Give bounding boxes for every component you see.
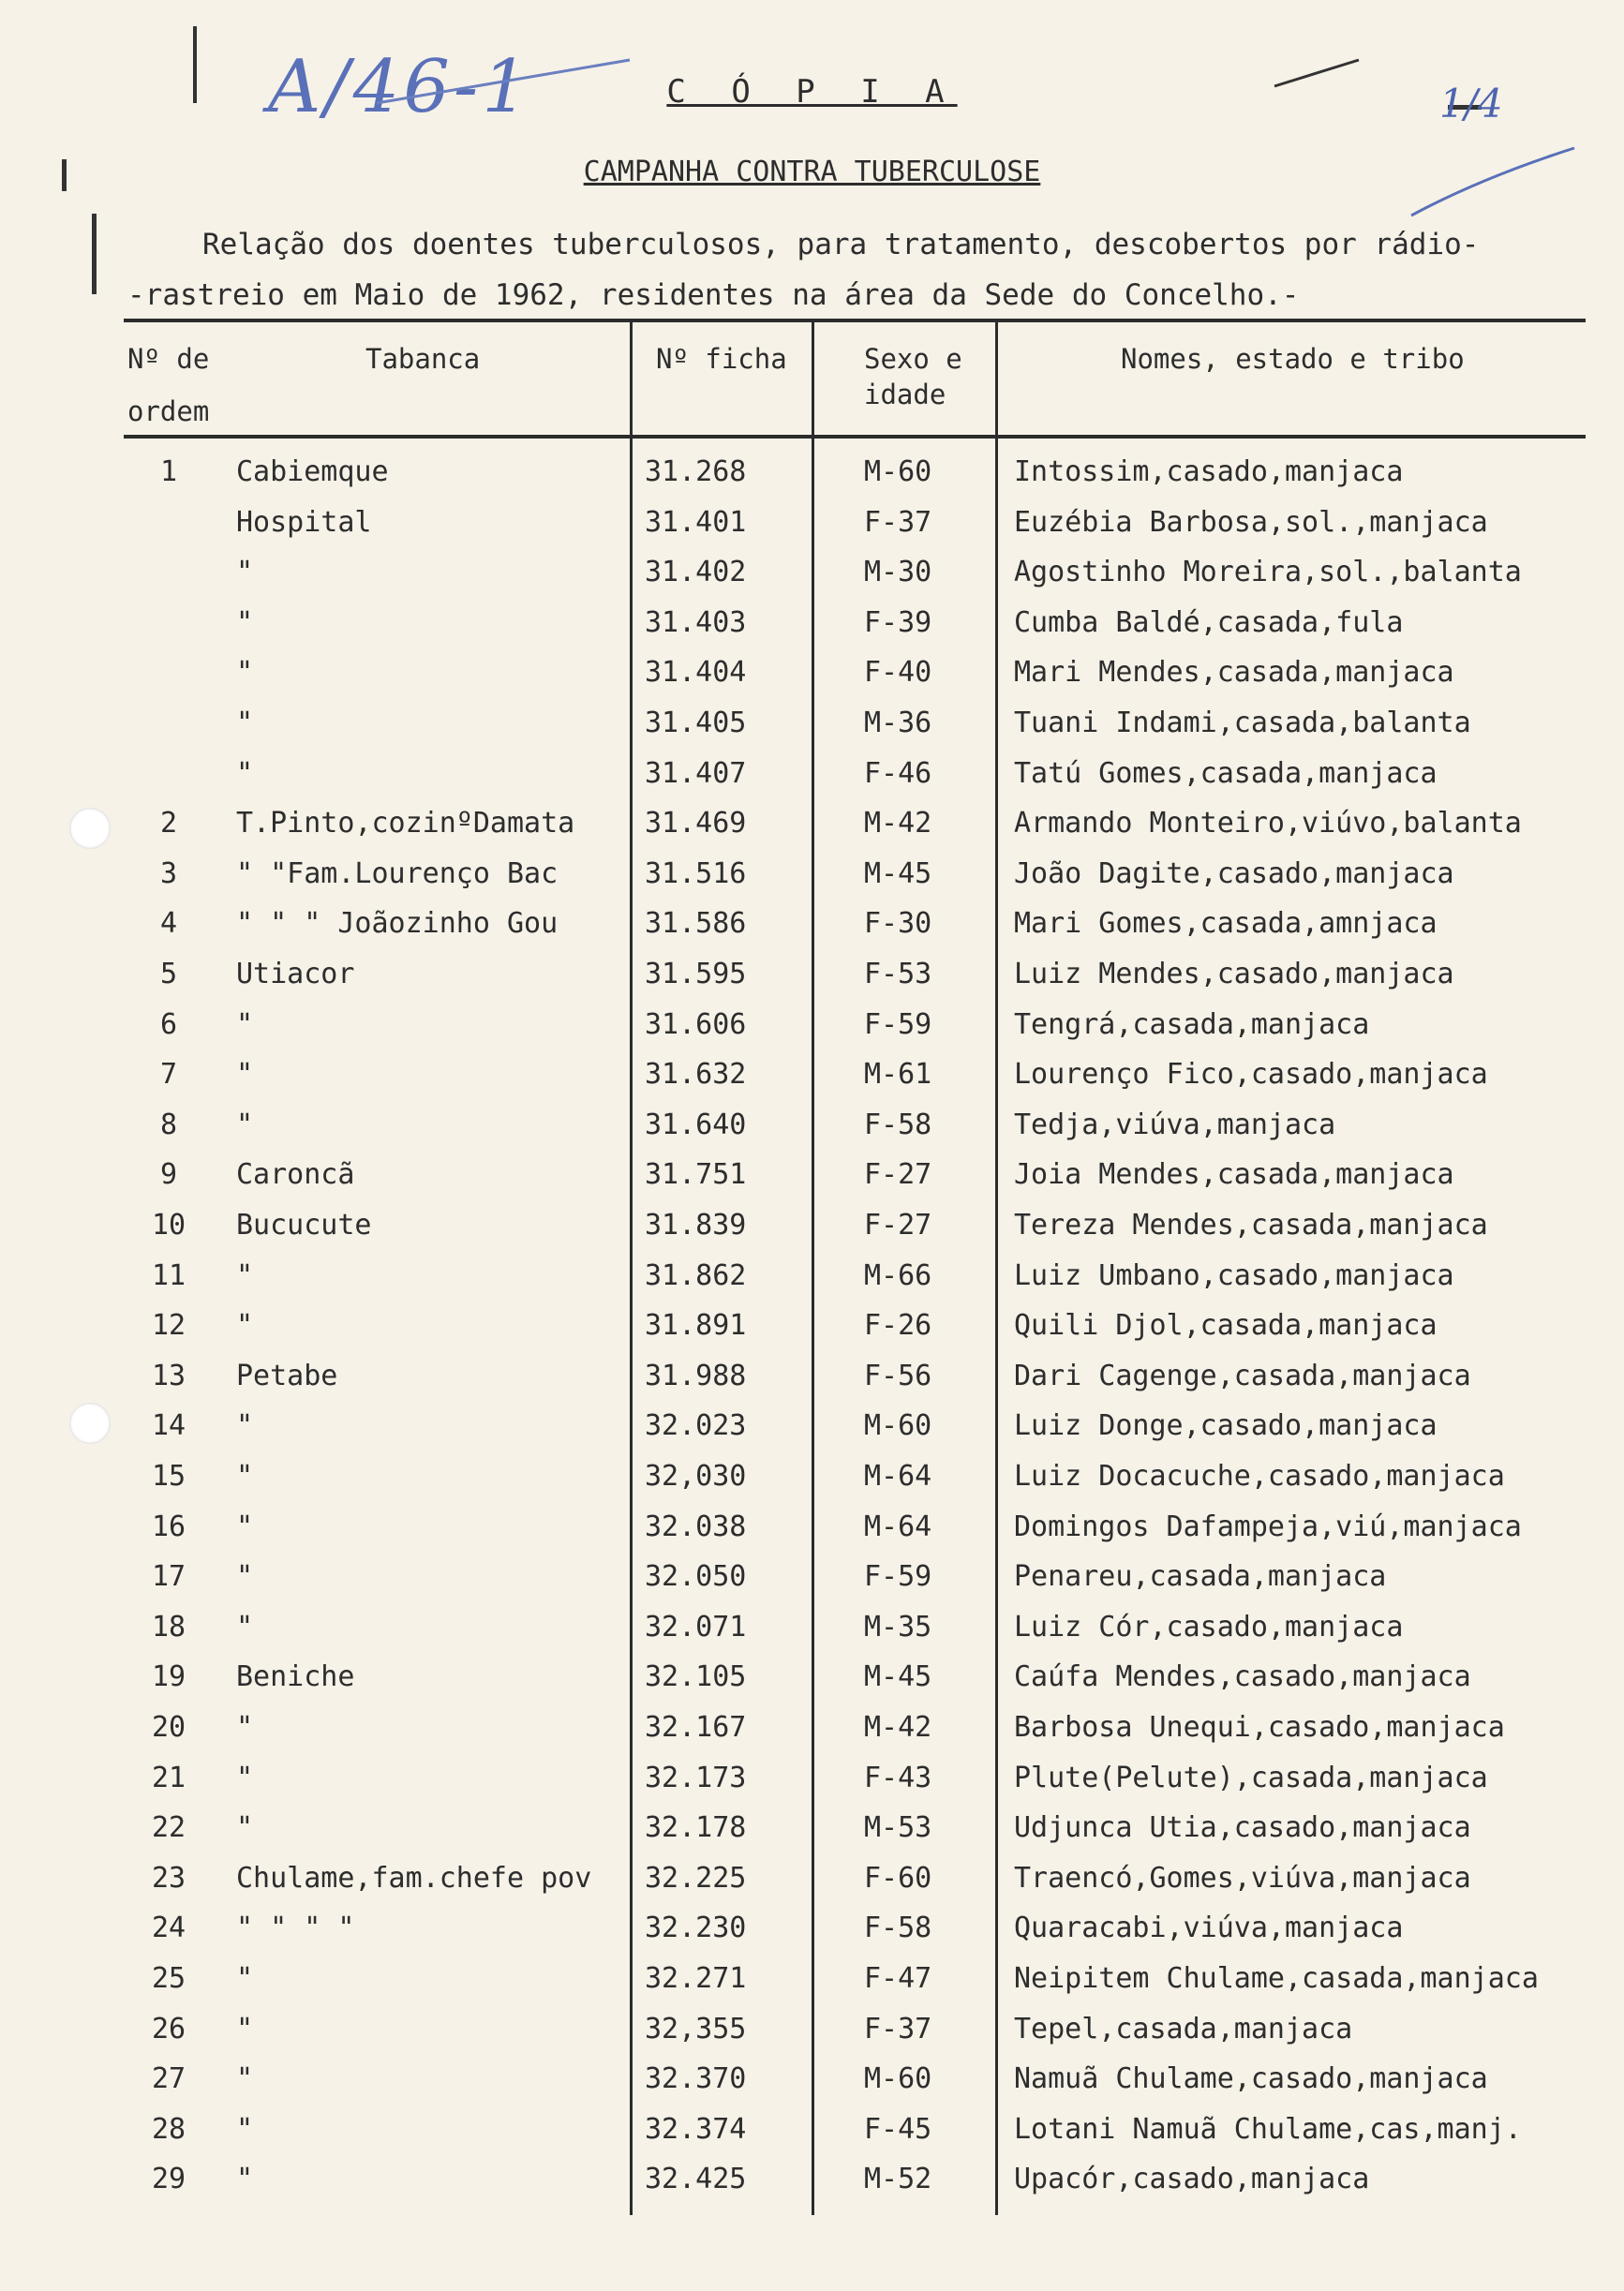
cell-nome: Luiz Cór,casado,manjaca: [1014, 1610, 1404, 1644]
cell-sexo: M-35: [864, 1610, 932, 1644]
cell-ficha: 32.374: [645, 2112, 747, 2146]
cell-sexo: M-52: [864, 2163, 932, 2196]
cell-tabanca: ": [236, 707, 254, 739]
cell-tabanca: ": [236, 2112, 254, 2146]
cell-nome: Luiz Docacuche,casado,manjaca: [1014, 1460, 1505, 1493]
cell-nome: Udjunca Utia,casado,manjaca: [1014, 1811, 1471, 1845]
cell-nome: Neipitem Chulame,casada,manjaca: [1014, 1962, 1539, 1995]
cell-tabanca: ": [236, 1510, 254, 1543]
table-row: [0, 1762, 1624, 1811]
cell-ordem: 4: [159, 907, 178, 941]
cell-tabanca: ": [236, 1058, 254, 1092]
cell-nome: Upacór,casado,manjaca: [1014, 2163, 1370, 2196]
cell-nome: Domingos Dafampeja,viú,manjaca: [1014, 1510, 1522, 1543]
cell-ficha: 31.401: [645, 505, 747, 539]
cell-sexo: F-58: [864, 1108, 932, 1141]
cell-tabanca: ": [236, 1460, 254, 1493]
cell-nome: Tereza Mendes,casada,manjaca: [1014, 1209, 1488, 1242]
cell-ordem: 18: [151, 1610, 186, 1644]
cell-ordem: 3: [159, 856, 178, 890]
cell-ficha: 32.167: [645, 1711, 747, 1744]
cell-sexo: F-39: [864, 605, 932, 639]
cell-sexo: M-42: [864, 1711, 932, 1744]
cell-ordem: 19: [151, 1660, 186, 1694]
cell-sexo: F-43: [864, 1761, 932, 1794]
cell-ordem: 6: [159, 1007, 178, 1041]
table-row: [0, 1912, 1624, 1961]
table-row: [0, 958, 1624, 1007]
table-row: [0, 857, 1624, 907]
cell-nome: Luiz Mendes,casado,manjaca: [1014, 958, 1454, 990]
ink-mark: [92, 214, 97, 294]
cell-tabanca: ": [236, 556, 254, 589]
cell-ordem: 27: [151, 2062, 186, 2096]
cell-nome: Tengrá,casada,manjaca: [1014, 1007, 1370, 1041]
cell-ficha: 31.469: [645, 807, 747, 841]
cell-tabanca: ": [236, 605, 254, 639]
cell-sexo: M-66: [864, 1258, 932, 1292]
cell-sexo: F-27: [864, 1209, 932, 1242]
cell-tabanca: Hospital: [236, 505, 372, 539]
header-nomes: Nomes, estado e tribo: [1121, 343, 1465, 375]
table-row: [0, 2163, 1624, 2212]
cell-sexo: F-37: [864, 2012, 932, 2046]
cell-sexo: F-56: [864, 1359, 932, 1392]
cell-ordem: 17: [151, 1560, 186, 1594]
cell-ordem: 12: [151, 1309, 186, 1343]
cell-tabanca: Chulame,fam.chefe pov: [236, 1861, 592, 1895]
cell-tabanca: " " " Joãozinho Gou: [236, 907, 559, 941]
header-idade: idade: [864, 379, 946, 410]
cell-ordem: 1: [159, 455, 178, 488]
cell-nome: Luiz Donge,casado,manjaca: [1014, 1409, 1438, 1443]
header-tabanca: Tabanca: [365, 343, 481, 375]
cell-ficha: 32.173: [645, 1761, 747, 1794]
cell-nome: Agostinho Moreira,sol.,balanta: [1014, 556, 1522, 589]
cell-ficha: 31.516: [645, 856, 747, 890]
table-row: [0, 707, 1624, 756]
table-row: [0, 606, 1624, 656]
intro-text: [127, 219, 1571, 320]
cell-tabanca: ": [236, 1258, 254, 1292]
cell-tabanca: T.Pinto,cozinºDamata: [236, 807, 575, 841]
cell-ficha: 32.071: [645, 1610, 747, 1644]
cell-ordem: 29: [151, 2163, 186, 2196]
cell-nome: Tepel,casada,manjaca: [1014, 2012, 1353, 2046]
cell-sexo: M-53: [864, 1811, 932, 1845]
cell-tabanca: " "Fam.Lourenço Bac: [236, 856, 559, 890]
cell-ficha: 31.988: [645, 1359, 747, 1392]
cell-sexo: F-30: [864, 907, 932, 941]
cell-tabanca: Petabe: [236, 1359, 338, 1392]
table-row: [0, 1611, 1624, 1660]
cell-nome: Tuani Indami,casada,balanta: [1014, 707, 1471, 739]
table-row: [0, 1259, 1624, 1309]
cell-sexo: M-36: [864, 707, 932, 739]
cell-nome: Armando Monteiro,viúvo,balanta: [1014, 807, 1522, 841]
table-row: [0, 1309, 1624, 1359]
cell-nome: João Dagite,casado,manjaca: [1014, 856, 1454, 890]
cell-nome: Namuã Chulame,casado,manjaca: [1014, 2062, 1488, 2096]
cell-sexo: F-27: [864, 1158, 932, 1192]
cell-ficha: 31.402: [645, 556, 747, 589]
cell-ficha: 32.271: [645, 1962, 747, 1995]
cell-tabanca: ": [236, 1962, 254, 1995]
cell-ficha: 32.370: [645, 2062, 747, 2096]
table-top-rule: [124, 319, 1586, 322]
cell-sexo: F-47: [864, 1962, 932, 1995]
cell-ordem: 24: [151, 1912, 186, 1945]
table-row: [0, 656, 1624, 706]
cell-nome: Traencó,Gomes,viúva,manjaca: [1014, 1861, 1471, 1895]
cell-ordem: 9: [159, 1158, 178, 1192]
table-row: [0, 1058, 1624, 1108]
cell-nome: Quaracabi,viúva,manjaca: [1014, 1912, 1404, 1945]
table-row: [0, 1108, 1624, 1158]
cell-sexo: F-53: [864, 958, 932, 990]
cell-ordem: 23: [151, 1861, 186, 1895]
cell-ficha: 32.425: [645, 2163, 747, 2196]
cell-nome: Mari Mendes,casada,manjaca: [1014, 656, 1454, 690]
header-sexo: Sexo e: [864, 343, 962, 375]
table-row: [0, 1560, 1624, 1610]
cell-ficha: 32.023: [645, 1409, 747, 1443]
cell-ordem: 26: [151, 2012, 186, 2046]
cell-sexo: F-60: [864, 1861, 932, 1895]
table-row: [0, 506, 1624, 556]
cell-ficha: 32.230: [645, 1912, 747, 1945]
table-row: [0, 1711, 1624, 1761]
cell-tabanca: Beniche: [236, 1660, 355, 1694]
cell-nome: Cumba Baldé,casada,fula: [1014, 605, 1404, 639]
cell-sexo: M-60: [864, 455, 932, 488]
cell-sexo: M-30: [864, 556, 932, 589]
table-row: [0, 757, 1624, 807]
intro-line-1: Relação dos doentes tuberculosos, para tratamento, descobertos por rádio-: [202, 228, 1480, 261]
cell-ficha: 32.105: [645, 1660, 747, 1694]
cell-ficha: 32.225: [645, 1861, 747, 1895]
cell-ordem: 14: [151, 1409, 186, 1443]
header-ordem: Nº de: [127, 343, 210, 375]
cell-sexo: F-40: [864, 656, 932, 690]
cell-ficha: 31.595: [645, 958, 747, 990]
cell-ficha: 31.407: [645, 756, 747, 790]
cell-nome: Mari Gomes,casada,amnjaca: [1014, 907, 1438, 941]
cell-ordem: 13: [151, 1359, 186, 1392]
cell-sexo: F-37: [864, 505, 932, 539]
cell-tabanca: ": [236, 1610, 254, 1644]
cell-nome: Caúfa Mendes,casado,manjaca: [1014, 1660, 1471, 1694]
table-row: [0, 1209, 1624, 1258]
cell-sexo: F-26: [864, 1309, 932, 1343]
cell-ficha: 31.862: [645, 1258, 747, 1292]
cell-sexo: M-45: [864, 856, 932, 890]
cell-tabanca: Cabiemque: [236, 455, 389, 488]
intro-line-2: -rastreio em Maio de 1962, residentes na área da Sede do Concelho.-: [127, 278, 1300, 312]
cell-tabanca: ": [236, 2012, 254, 2046]
cell-nome: Tatú Gomes,casada,manjaca: [1014, 756, 1438, 790]
cell-ficha: 32.050: [645, 1560, 747, 1594]
table-row: [0, 1409, 1624, 1459]
cell-nome: Quili Djol,casada,manjaca: [1014, 1309, 1438, 1343]
table-row: [0, 907, 1624, 957]
cell-ficha: 31.891: [645, 1309, 747, 1343]
cell-sexo: F-46: [864, 756, 932, 790]
table-row: [0, 1962, 1624, 2012]
cell-ficha: 31.632: [645, 1058, 747, 1092]
cell-sexo: F-59: [864, 1560, 932, 1594]
cell-nome: Barbosa Unequi,casado,manjaca: [1014, 1711, 1505, 1744]
table-header-rule: [124, 435, 1586, 439]
cell-ordem: 21: [151, 1761, 186, 1794]
cell-ordem: 10: [151, 1209, 186, 1242]
cell-nome: Joia Mendes,casada,manjaca: [1014, 1158, 1454, 1192]
table-row: [0, 2013, 1624, 2062]
cell-tabanca: Caroncã: [236, 1158, 355, 1192]
cell-sexo: F-59: [864, 1007, 932, 1041]
table-row: [0, 2113, 1624, 2163]
table-row: [0, 2062, 1624, 2112]
cell-ordem: 22: [151, 1811, 186, 1845]
cell-tabanca: ": [236, 1409, 254, 1443]
table-row: [0, 1460, 1624, 1510]
cell-sexo: M-60: [864, 2062, 932, 2096]
cell-nome: Lotani Namuã Chulame,cas,manj.: [1014, 2112, 1522, 2146]
cell-tabanca: Bucucute: [236, 1209, 372, 1242]
cell-ficha: 31.404: [645, 656, 747, 690]
cell-nome: Euzébia Barbosa,sol.,manjaca: [1014, 505, 1488, 539]
header-ficha: Nº ficha: [656, 343, 787, 375]
table-row: [0, 1158, 1624, 1208]
cell-sexo: M-45: [864, 1660, 932, 1694]
table-row: [0, 1862, 1624, 1912]
cell-nome: Tedja,viúva,manjaca: [1014, 1108, 1336, 1141]
cell-ordem: 16: [151, 1510, 186, 1543]
cell-ficha: 31.839: [645, 1209, 747, 1242]
cell-ficha: 32.178: [645, 1811, 747, 1845]
cell-ficha: 31.751: [645, 1158, 747, 1192]
cell-ordem: 28: [151, 2112, 186, 2146]
cell-tabanca: ": [236, 2163, 254, 2196]
cell-tabanca: ": [236, 1711, 254, 1744]
cell-tabanca: ": [236, 1811, 254, 1845]
cell-tabanca: ": [236, 2062, 254, 2096]
table-row: [0, 1360, 1624, 1409]
handwritten-page-number: 1/4: [1439, 81, 1503, 126]
cell-ordem: 5: [159, 958, 178, 990]
cell-sexo: M-64: [864, 1460, 932, 1493]
table-row: [0, 807, 1624, 856]
cell-tabanca: ": [236, 1108, 254, 1141]
cell-ordem: 20: [151, 1711, 186, 1744]
campaign-title: CAMPANHA CONTRA TUBERCULOSE: [583, 156, 1041, 188]
cell-tabanca: ": [236, 756, 254, 790]
cell-sexo: M-60: [864, 1409, 932, 1443]
cell-ficha: 31.405: [645, 707, 747, 739]
cell-sexo: M-42: [864, 807, 932, 841]
cell-nome: Luiz Umbano,casado,manjaca: [1014, 1258, 1454, 1292]
cell-ordem: 15: [151, 1460, 186, 1493]
cell-tabanca: ": [236, 1007, 254, 1041]
cell-ficha: 31.586: [645, 907, 747, 941]
table-row: [0, 1811, 1624, 1861]
cell-sexo: F-58: [864, 1912, 932, 1945]
cell-nome: Intossim,casado,manjaca: [1014, 455, 1404, 488]
cell-sexo: M-61: [864, 1058, 932, 1092]
copy-title: C Ó P I A: [666, 73, 958, 111]
cell-ordem: 7: [159, 1058, 178, 1092]
cell-ordem: 25: [151, 1962, 186, 1995]
cell-ordem: 11: [151, 1258, 186, 1292]
cell-tabanca: ": [236, 1309, 254, 1343]
table-row: [0, 1510, 1624, 1560]
cell-ficha: 31.403: [645, 605, 747, 639]
cell-nome: Lourenço Fico,casado,manjaca: [1014, 1058, 1488, 1092]
cell-nome: Penareu,casada,manjaca: [1014, 1560, 1387, 1594]
cell-ficha: 31.606: [645, 1007, 747, 1041]
cell-ordem: 8: [159, 1108, 178, 1141]
cell-ficha: 32,030: [645, 1460, 747, 1493]
cell-sexo: M-64: [864, 1510, 932, 1543]
table-row: [0, 1008, 1624, 1058]
cell-ficha: 32,355: [645, 2012, 747, 2046]
cell-tabanca: ": [236, 1560, 254, 1594]
cell-ordem: 2: [159, 807, 178, 841]
cell-ficha: 32.038: [645, 1510, 747, 1543]
table-row: [0, 1660, 1624, 1710]
cell-ficha: 31.640: [645, 1108, 747, 1141]
cell-ficha: 31.268: [645, 455, 747, 488]
cell-nome: Dari Cagenge,casada,manjaca: [1014, 1359, 1471, 1392]
cell-nome: Plute(Pelute),casada,manjaca: [1014, 1761, 1488, 1794]
cell-sexo: F-45: [864, 2112, 932, 2146]
cell-tabanca: Utiacor: [236, 958, 355, 990]
cell-tabanca: " " " ": [236, 1912, 355, 1945]
cell-tabanca: ": [236, 656, 254, 690]
header-ordem: ordem: [127, 395, 210, 427]
table-row: [0, 556, 1624, 605]
table-row: [0, 455, 1624, 505]
handwritten-reference: A/46-1: [268, 45, 532, 129]
cell-tabanca: ": [236, 1761, 254, 1794]
